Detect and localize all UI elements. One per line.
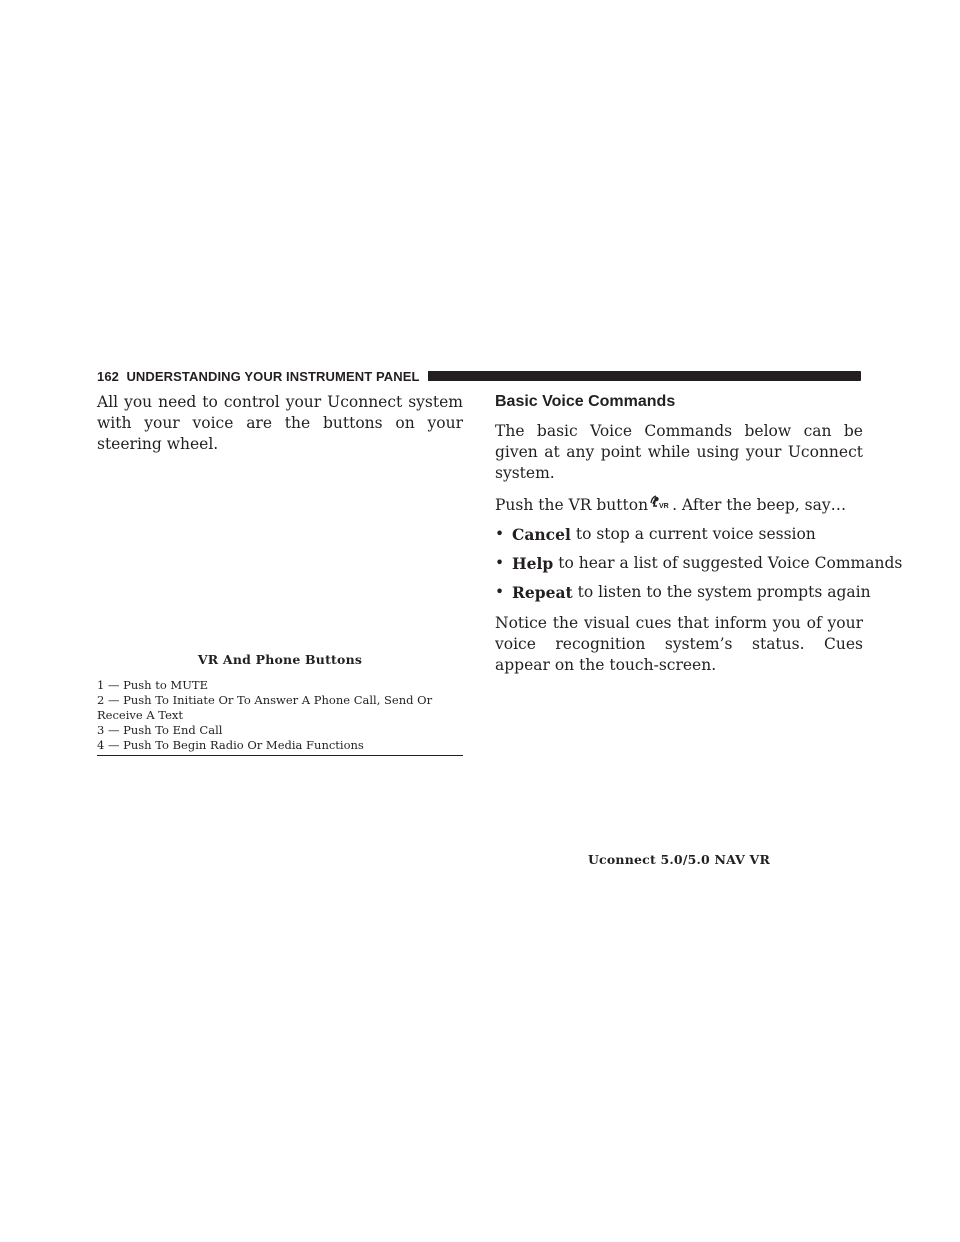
command-description: to stop a current voice session (575, 525, 816, 543)
bullet: • (495, 554, 505, 572)
list-item (495, 524, 863, 545)
figure-legend (97, 678, 463, 756)
section-title-header: UNDERSTANDING YOUR INSTRUMENT PANEL (126, 369, 420, 384)
figure-caption-vr-phone: VR And Phone Buttons (197, 652, 363, 667)
intro-commands-paragraph: The basic Voice Commands below can be given at any point while using your Uconnect system. (495, 422, 863, 482)
command-description: to hear a list of suggested Voice Commands (558, 554, 903, 572)
legend-item: 2 — Push To Initiate Or To Answer A Phone Call, Send Or (97, 693, 433, 707)
bullet: • (495, 583, 505, 601)
vr-voice-icon (650, 494, 670, 510)
command-term: Help (512, 554, 554, 573)
command-term: Cancel (512, 525, 571, 544)
bullet: • (495, 525, 505, 543)
legend-item: 3 — Push To End Call (97, 723, 223, 737)
visual-cues-paragraph: Notice the visual cues that inform you of your voice recognition system’s status. Cues appear on the touch-screen. (495, 614, 863, 674)
list-item (495, 582, 871, 603)
right-column (495, 392, 903, 676)
running-header (97, 368, 861, 386)
figure-caption-uconnect: Uconnect 5.0/5.0 NAV VR (587, 852, 771, 867)
legend-item: Receive A Text (97, 708, 183, 722)
push-text-before: Push the VR button (495, 496, 649, 514)
legend-item: 1 — Push to MUTE (97, 678, 208, 692)
page-number: 162 (97, 369, 119, 384)
voice-commands-list (495, 524, 903, 603)
header-text (97, 368, 428, 386)
push-vr-instruction (495, 494, 863, 516)
left-column (97, 392, 463, 455)
command-term: Repeat (512, 583, 573, 602)
legend-item: 4 — Push To Begin Radio Or Media Functions (97, 738, 364, 752)
list-item (495, 553, 903, 574)
header-rule (417, 371, 861, 381)
intro-paragraph: All you need to control your Uconnect system with your voice are the buttons on your steering wheel. (97, 393, 463, 453)
svg-text:VR: VR (659, 503, 669, 510)
push-text-after: . After the beep, say… (672, 496, 847, 514)
command-description: to listen to the system prompts again (577, 583, 871, 601)
section-heading: Basic Voice Commands (495, 393, 676, 410)
